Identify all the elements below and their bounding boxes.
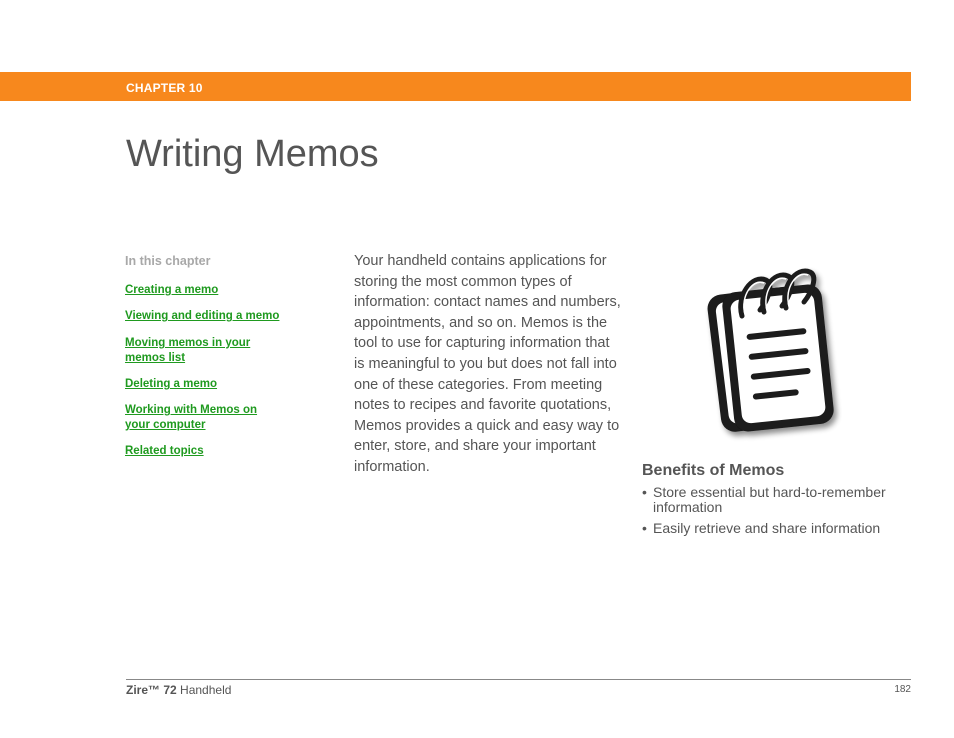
toc-link-label: memos list — [125, 352, 186, 364]
toc-link-working-with-memos[interactable] — [125, 403, 305, 433]
toc-link-viewing-and-editing[interactable] — [125, 309, 305, 324]
toc-link-label: Moving memos in your — [125, 337, 251, 349]
footer-rule — [126, 679, 911, 680]
benefit-item — [642, 485, 917, 515]
benefit-text: Store essential but hard-to-remember information — [653, 484, 886, 515]
toc-link-label: Related topics — [125, 445, 204, 457]
toc-link-label: Working with Memos on — [125, 404, 258, 416]
benefits-title: Benefits of Memos — [642, 462, 785, 479]
memo-notepad-icon — [702, 266, 842, 446]
intro-paragraph: Your handheld contains applications for storing the most common types of information: contact names and numbers, appointments, and so on. Memos is the tool to use for capturing information that is meaningful to you but does not fall into one of these categories. From meeting notes to recipes and favorite quotations, Memos provides a quick and easy way to enter, store, and share your important information. — [354, 253, 621, 475]
toc-link-deleting-a-memo[interactable] — [125, 377, 305, 392]
bullet-marker: • — [642, 484, 647, 500]
toc-link-related-topics[interactable] — [125, 444, 305, 459]
toc-heading: In this chapter — [125, 254, 211, 268]
footer-product — [126, 683, 231, 697]
bullet-marker: • — [642, 520, 647, 536]
benefits-list — [642, 485, 917, 542]
benefit-item — [642, 521, 917, 536]
product-name: Zire™ 72 — [126, 683, 177, 697]
toc-link-label: Deleting a memo — [125, 378, 218, 390]
chapter-label: CHAPTER 10 — [126, 81, 203, 95]
toc-link-label: your computer — [125, 419, 206, 431]
page-number: 182 — [894, 684, 911, 695]
toc-link-moving-memos[interactable] — [125, 336, 305, 366]
toc-link-creating-a-memo[interactable] — [125, 283, 305, 298]
benefit-text: Easily retrieve and share information — [653, 520, 881, 536]
page-title: Writing Memos — [126, 133, 379, 175]
toc-link-label: Creating a memo — [125, 284, 219, 296]
product-suffix: Handheld — [176, 683, 232, 697]
toc-link-label: Viewing and editing a memo — [125, 310, 280, 322]
